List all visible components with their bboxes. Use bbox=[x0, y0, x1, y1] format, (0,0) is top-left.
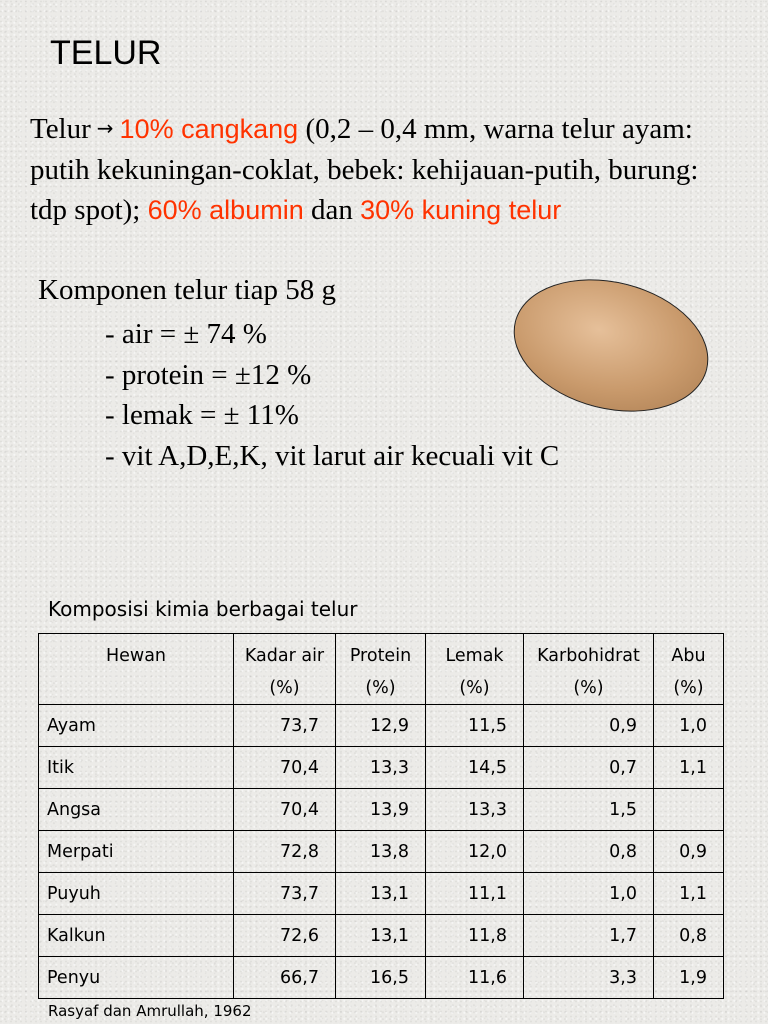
cell-abu: 1,1 bbox=[654, 747, 724, 789]
cell-abu: 1,1 bbox=[654, 873, 724, 915]
cell-hewan: Merpati bbox=[39, 831, 234, 873]
arrow-right-icon: → bbox=[96, 116, 114, 140]
table-row bbox=[39, 789, 724, 831]
table-row bbox=[39, 957, 724, 999]
composition-table bbox=[38, 633, 724, 999]
cell-lemak: 11,1 bbox=[426, 873, 524, 915]
cell-abu bbox=[654, 789, 724, 831]
intro-connector: dan bbox=[303, 194, 361, 226]
cell-lemak: 11,5 bbox=[426, 705, 524, 747]
cell-karbohidrat: 1,7 bbox=[524, 915, 654, 957]
header-karbohidrat: Karbohidrat (%) bbox=[524, 634, 654, 705]
table-row bbox=[39, 915, 724, 957]
cell-hewan: Puyuh bbox=[39, 873, 234, 915]
cell-lemak: 14,5 bbox=[426, 747, 524, 789]
albumin-highlight: 60% albumin bbox=[147, 195, 304, 225]
cell-karbohidrat: 1,0 bbox=[524, 873, 654, 915]
cell-kadar-air: 70,4 bbox=[234, 747, 336, 789]
header-hewan: Hewan bbox=[39, 634, 234, 705]
cell-karbohidrat: 0,9 bbox=[524, 705, 654, 747]
cell-protein: 13,1 bbox=[336, 873, 426, 915]
cell-kadar-air: 72,8 bbox=[234, 831, 336, 873]
cangkang-highlight: 10% cangkang bbox=[119, 114, 299, 144]
cell-hewan: Penyu bbox=[39, 957, 234, 999]
header-kadar-air: Kadar air (%) bbox=[234, 634, 336, 705]
table-row bbox=[39, 747, 724, 789]
cell-kadar-air: 73,7 bbox=[234, 705, 336, 747]
cell-kadar-air: 66,7 bbox=[234, 957, 336, 999]
cell-hewan: Itik bbox=[39, 747, 234, 789]
cell-kadar-air: 72,6 bbox=[234, 915, 336, 957]
component-item-air: - air = ± 74 % bbox=[105, 318, 267, 350]
kuning-highlight: 30% kuning telur bbox=[360, 195, 562, 225]
cell-karbohidrat: 3,3 bbox=[524, 957, 654, 999]
cell-abu: 0,8 bbox=[654, 915, 724, 957]
cell-protein: 13,8 bbox=[336, 831, 426, 873]
table-header-row bbox=[39, 634, 724, 705]
table-row bbox=[39, 705, 724, 747]
components-heading: Komponen telur tiap 58 g bbox=[38, 274, 337, 306]
components-list bbox=[105, 314, 559, 476]
cell-protein: 13,9 bbox=[336, 789, 426, 831]
header-lemak: Lemak (%) bbox=[426, 634, 524, 705]
cell-protein: 13,1 bbox=[336, 915, 426, 957]
page-title: TELUR bbox=[50, 34, 162, 72]
cell-karbohidrat: 1,5 bbox=[524, 789, 654, 831]
component-item-protein: - protein = ±12 % bbox=[105, 358, 312, 391]
cangkang-detail: (0,2 – 0,4 mm, warna telur ayam: putih kekuningan-coklat, bebek: kehijauan-putih, burung: tdp spot); bbox=[30, 113, 699, 226]
cell-kadar-air: 73,7 bbox=[234, 873, 336, 915]
cell-protein: 16,5 bbox=[336, 957, 426, 999]
cell-protein: 13,3 bbox=[336, 747, 426, 789]
table-row bbox=[39, 831, 724, 873]
header-abu: Abu (%) bbox=[654, 634, 724, 705]
cell-abu: 1,9 bbox=[654, 957, 724, 999]
table-source: Rasyaf dan Amrullah, 1962 bbox=[48, 1002, 252, 1020]
cell-hewan: Kalkun bbox=[39, 915, 234, 957]
table-row bbox=[39, 873, 724, 915]
cell-lemak: 13,3 bbox=[426, 789, 524, 831]
cell-abu: 1,0 bbox=[654, 705, 724, 747]
cell-hewan: Ayam bbox=[39, 705, 234, 747]
cell-kadar-air: 70,4 bbox=[234, 789, 336, 831]
table-caption: Komposisi kimia berbagai telur bbox=[48, 597, 358, 621]
cell-protein: 12,9 bbox=[336, 705, 426, 747]
cell-karbohidrat: 0,8 bbox=[524, 831, 654, 873]
component-item-vitamin: - vit A,D,E,K, vit larut air kecuali vit C bbox=[105, 439, 560, 472]
component-item-lemak: - lemak = ± 11% bbox=[105, 399, 299, 431]
cell-abu: 0,9 bbox=[654, 831, 724, 873]
cell-lemak: 12,0 bbox=[426, 831, 524, 873]
intro-word: Telur bbox=[30, 113, 91, 145]
intro-paragraph bbox=[30, 108, 730, 231]
cell-lemak: 11,6 bbox=[426, 957, 524, 999]
header-protein: Protein (%) bbox=[336, 634, 426, 705]
cell-hewan: Angsa bbox=[39, 789, 234, 831]
cell-karbohidrat: 0,7 bbox=[524, 747, 654, 789]
cell-lemak: 11,8 bbox=[426, 915, 524, 957]
